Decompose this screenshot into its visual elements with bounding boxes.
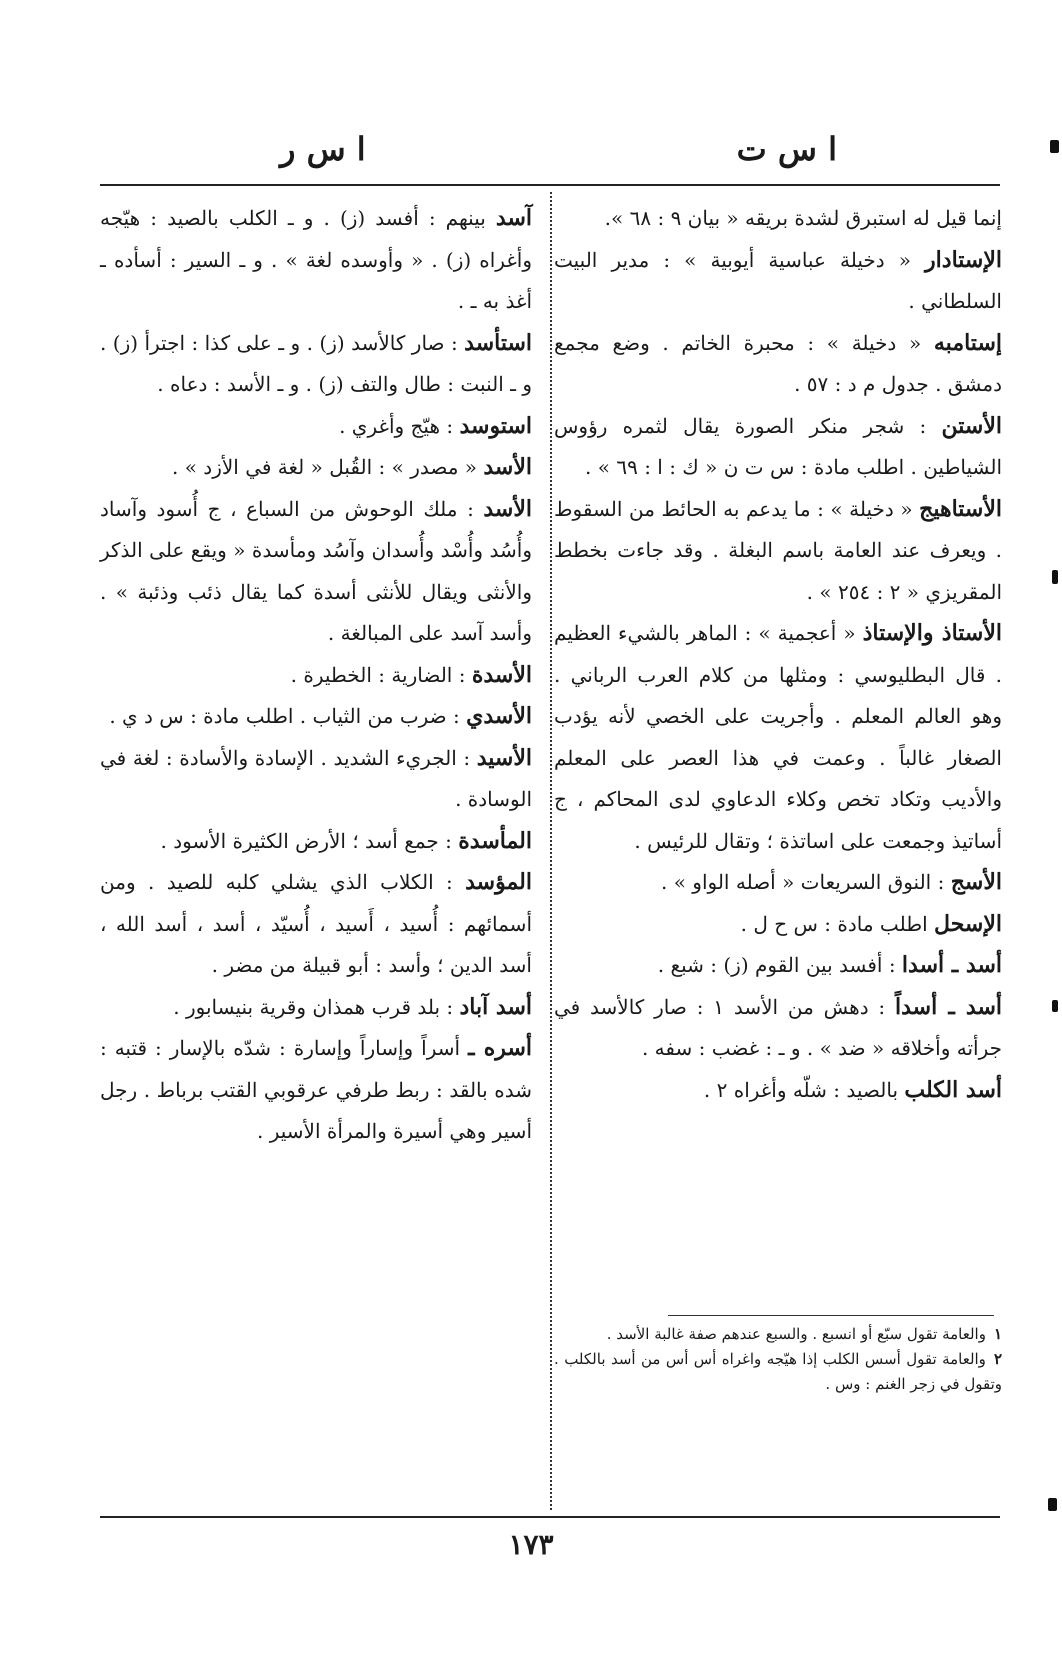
left-column-title: ا س ر <box>280 130 366 168</box>
entry <box>554 323 1002 406</box>
headword: إستامبه <box>933 329 1002 356</box>
entry <box>554 489 1002 614</box>
headword: المؤسد <box>465 869 532 895</box>
entry <box>554 240 1002 323</box>
headword: الأستاهيج <box>919 495 1003 522</box>
headword: الأستن <box>941 412 1003 439</box>
footnote-text: والعامة تقول أسس الكلب إذا هيّجه واغراه أس أس من أسد بالكلب . وتقول في زجر الغنم : وس . <box>554 1350 1002 1393</box>
entry <box>100 862 532 987</box>
entry <box>100 198 532 323</box>
headword: أسره ـ <box>468 1035 532 1061</box>
definition: « أعجمية » : الماهر بالشيء العظيم . قال البطليوسي : ومثلها من كلام العرب الرباني . وهو العالم المعلم . وأجريت على الخصي لأنه يؤدب الصغار غالباً . وعمت في هذا العصر على المعلم والأديب وتكاد تخص وكلاء الدعاوي لدى المحاكم ، ج أساتيذ وجمعت على اساتذة ؛ وتقال للرئيس . <box>554 621 1002 853</box>
definition: بالصيد : شلّه وأغراه ٢ . <box>703 1077 899 1102</box>
footnote-text: والعامة تقول سبّع أو انسبع . والسبع عندهم صفة غالبة الأسد . <box>606 1325 986 1343</box>
definition: اطلب مادة : س ح ل . <box>740 911 928 936</box>
footnote <box>554 1347 1002 1397</box>
entry <box>100 323 532 406</box>
headword: أسد ـ أسداً <box>895 993 1002 1020</box>
definition: إنما قيل له استبرق لشدة بريقه « بيان ٩ : ٦٨ ». <box>604 206 1002 230</box>
entry <box>554 613 1002 862</box>
headword: الإسحل <box>934 910 1002 937</box>
entry <box>554 904 1002 946</box>
entry <box>554 987 1002 1070</box>
definition: : هيّج وأغري . <box>339 413 454 438</box>
scan-mark <box>1050 140 1059 153</box>
definition: : شجر منكر الصورة يقال لثمره رؤوس الشياطين . اطلب مادة : س ت ن « ك : ا : ٦٩ » . <box>554 413 1002 479</box>
headword: أسد الكلب <box>904 1076 1002 1103</box>
entry <box>100 821 532 863</box>
headword: أسد آباد <box>459 993 532 1020</box>
scan-mark <box>1052 570 1058 584</box>
definition: : بلد قرب همذان وقرية بنيسابور . <box>173 994 454 1019</box>
entry <box>100 1028 532 1153</box>
left-column <box>100 198 532 1153</box>
entry <box>554 1070 1002 1112</box>
entry <box>100 655 532 697</box>
entry <box>100 489 532 655</box>
entry <box>554 406 1002 489</box>
headword: الأسد <box>483 454 532 480</box>
definition: « دخيلة » : ما يدعم به الحائط من السقوط . ويعرف عند العامة باسم البغلة . وقد جاءت بخطط المقريزي « ٢ : ٢٥٤ » . <box>554 496 1003 604</box>
entry <box>554 198 1002 240</box>
headword: الأسج <box>950 869 1002 895</box>
headword: الإستادار <box>925 246 1003 273</box>
column-divider <box>550 192 552 1510</box>
headword: الأسد <box>483 495 533 522</box>
definition: : جمع أسد ؛ الأرض الكثيرة الأسود . <box>160 828 452 853</box>
definition: « دخيلة عباسية أيوبية » : مدير البيت السلطاني . <box>554 247 1002 313</box>
right-column <box>554 198 1002 1111</box>
footnote-rule <box>668 1315 994 1316</box>
definition: « دخيلة » : محبرة الخاتم . وضع مجمع دمشق . جدول م د : ٥٧ . <box>554 330 1002 396</box>
definition: : الجريء الشديد . الإسادة والأسادة : لغة في الوسادة . <box>100 745 532 811</box>
page-number: ١٧٣ <box>508 1528 554 1561</box>
entry <box>554 945 1002 987</box>
definition: أسراً وإساراً وإسارة : شدّه بالإسار : قتبه : شده بالقد : ربط طرفي عرقوبي القتب برباط . رجل أسير وهي أسيرة والمرأة الأسير . <box>100 1036 532 1143</box>
entry <box>100 406 532 448</box>
definition: : صار كالأسد (ز) . و ـ على كذا : اجترأ (ز) . و ـ النبت : طال والتف (ز) . و ـ الأسد : دعاه . <box>100 330 532 396</box>
footnote <box>554 1322 1002 1347</box>
definition: : ضرب من الثياب . اطلب مادة : س د ي . <box>109 704 460 728</box>
footnote-number: ٢ <box>993 1350 1002 1368</box>
headword: أسد ـ أسدا <box>901 952 1002 978</box>
definition: : ملك الوحوش من السباع ، ج أُسود وآساد وأُسُد وأُسْد وأُسدان وآسُد ومأسدة « ويقع على الذكر والأنثى ويقال للأنثى أسدة كما يقال ذئب وذئبة » . وأسد آسد على المبالغة . <box>100 496 532 645</box>
definition: بينهم : أفسد (ز) . و ـ الكلب بالصيد : هيّجه وأغراه (ز) . « وأوسده لغة » . و ـ السير : أسأده ـ أغذ به ـ . <box>100 206 532 313</box>
headword: الأسدة <box>471 661 532 688</box>
headword: الأسيد <box>476 744 533 771</box>
definition: : أفسد بين القوم (ز) : شبع . <box>657 953 896 977</box>
scan-mark <box>1052 1000 1058 1012</box>
footnote-number: ١ <box>993 1325 1002 1343</box>
headword: استأسد <box>464 329 533 356</box>
scan-mark <box>1048 1498 1057 1511</box>
definition: : دهش من الأسد ١ : صار كالأسد في جرأته وأخلاقه « ضد » . و ـ : غضب : سفه . <box>554 994 1002 1060</box>
entry <box>100 987 532 1029</box>
headword: المأسدة <box>458 827 532 854</box>
footnotes <box>554 1322 1002 1397</box>
entry <box>100 738 532 821</box>
bottom-rule <box>100 1516 1000 1518</box>
headword: آسد <box>495 205 532 231</box>
entry <box>100 447 532 489</box>
entry <box>100 696 532 738</box>
headword: الأستاذ والإستاذ <box>862 620 1003 646</box>
definition: : الكلاب الذي يشلي كلبه للصيد . ومن أسمائهم : أُسيد ، أَسيد ، أُسيّد ، أسد ، أسد الله ، أسد الدين ؛ وأسد : أبو قبيلة من مضر . <box>100 870 532 977</box>
headword: الأسدي <box>466 703 532 729</box>
headword: استوسد <box>459 412 532 439</box>
top-rule <box>100 184 1000 186</box>
definition: : الضارية : الخطيرة . <box>290 662 466 687</box>
definition: « مصدر » : القُبل « لغة في الأزد » . <box>172 455 477 479</box>
entry <box>554 862 1002 904</box>
definition: : النوق السريعات « أصله الواو » . <box>660 870 945 894</box>
right-column-title: ا س ت <box>736 130 837 168</box>
